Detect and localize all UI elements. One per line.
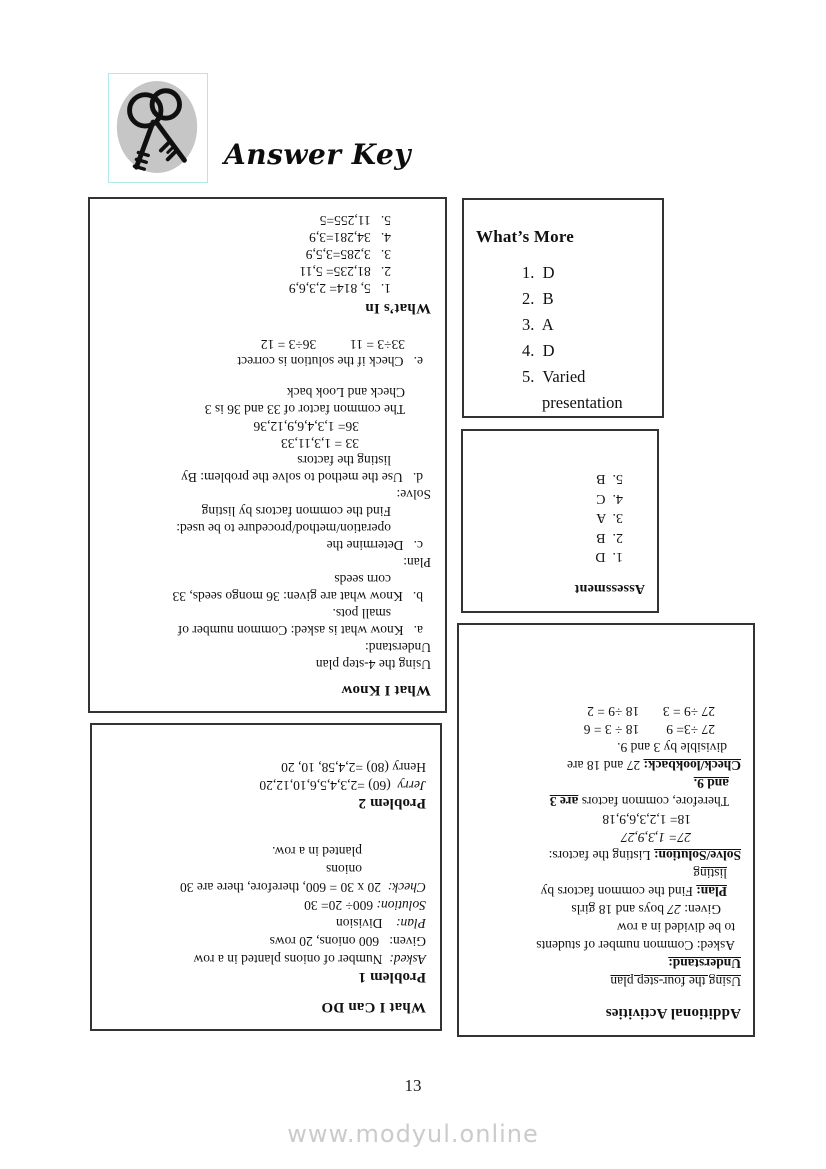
text-segment: Assessment — [574, 581, 645, 596]
text-line — [471, 738, 741, 756]
text-segment: planted in a row. — [272, 844, 362, 859]
text-line — [471, 720, 741, 738]
text-segment: Plan: — [403, 555, 431, 570]
text-segment: a. Know what is asked: Common number of — [177, 623, 423, 638]
text-line — [106, 842, 426, 860]
text-segment: corn seeds — [334, 572, 391, 587]
text-segment: 2. 81,235= 5,11 — [299, 264, 391, 279]
text-segment: What’s More — [476, 227, 575, 246]
text-segment: 4. 34,281=3,9 — [309, 230, 391, 245]
text-line — [475, 579, 645, 599]
text-segment: 5. B — [596, 471, 623, 487]
text-line — [104, 452, 431, 469]
text-line — [471, 972, 741, 990]
text-line — [104, 571, 431, 588]
text-segment: 3. 3,285=3,5,9 — [305, 247, 391, 262]
text-line — [476, 286, 650, 312]
text-segment: Check and Look back — [286, 385, 405, 400]
text-segment: Therefore, common factors — [578, 794, 729, 809]
text-segment: What I Know — [341, 682, 431, 698]
text-line — [471, 918, 741, 936]
text-line — [106, 968, 426, 986]
text-line — [104, 681, 431, 698]
text-line — [106, 932, 426, 950]
text-segment: boys and 18 girls — [571, 902, 668, 917]
text-segment: Henry (80) =2,4,58, 10, 20 — [281, 760, 426, 775]
additional-activities-content — [459, 625, 753, 1035]
text-segment: and 9. — [693, 776, 729, 791]
text-segment: 33÷3 = 11 36÷3 = 12 — [260, 337, 405, 352]
watermark: www.modyul.online — [287, 1120, 539, 1148]
text-segment: Plan: — [696, 884, 727, 899]
text-segment: 1. D — [595, 549, 623, 565]
text-segment: Using the four-step plan — [610, 974, 741, 989]
text-segment: small pots. — [332, 606, 391, 621]
text-line — [104, 486, 431, 503]
text-line — [106, 794, 426, 812]
text-line — [476, 224, 650, 250]
text-line — [471, 864, 741, 882]
text-segment: 5. 11,255=5 — [319, 213, 391, 228]
text-line — [471, 774, 741, 792]
text-line — [104, 469, 431, 486]
text-line — [106, 914, 426, 932]
text-segment: Solution: — [376, 898, 426, 913]
text-segment: Check: — [387, 880, 426, 895]
text-segment: 5. Varied — [522, 367, 586, 386]
text-line — [104, 554, 431, 571]
text-segment: b. Know what are given: 36 mongo seeds, 33 — [172, 589, 423, 604]
whats-more-box — [462, 198, 664, 418]
text-line — [471, 756, 741, 774]
text-segment: Solve: — [396, 487, 431, 502]
keys-icon-graphic — [109, 74, 205, 180]
text-line — [471, 936, 741, 954]
what-i-can-do-content — [92, 725, 440, 1029]
text-line — [104, 656, 431, 673]
text-segment: 1. 5, 814= 2,3,6,9 — [288, 281, 391, 296]
text-segment: 18= 1,2,3,6,9,18 — [602, 812, 691, 827]
text-segment: 2. B — [596, 530, 623, 545]
text-line — [471, 954, 741, 972]
text-segment: 4. D — [522, 341, 555, 360]
text-line — [476, 260, 650, 286]
text-line — [475, 547, 645, 567]
text-line — [476, 338, 650, 364]
text-line — [475, 469, 645, 489]
text-line — [104, 639, 431, 656]
text-segment: 27 ÷9 = 3 18 ÷9 = 2 — [587, 704, 715, 719]
whats-more-content — [464, 200, 662, 416]
text-line — [471, 882, 741, 900]
text-segment: Understand: — [668, 956, 741, 971]
text-segment: Division — [335, 916, 396, 931]
text-line — [471, 1004, 741, 1022]
page-number: 13 — [404, 1076, 422, 1095]
text-line — [104, 537, 431, 554]
what-i-know-box — [88, 197, 447, 713]
text-line — [476, 312, 650, 338]
text-line — [104, 353, 431, 370]
assessment-box — [461, 429, 659, 613]
text-segment: Using the 4-step plan — [315, 657, 431, 672]
text-line — [104, 588, 431, 605]
keys-icon — [108, 73, 208, 183]
text-segment: Find the common factors by — [540, 884, 697, 899]
text-line — [106, 758, 426, 776]
text-segment: 3. A — [522, 315, 554, 334]
text-line — [471, 792, 741, 810]
text-line — [476, 390, 650, 416]
text-line — [475, 489, 645, 509]
what-i-know-content — [90, 199, 445, 711]
text-line — [104, 520, 431, 537]
text-segment: The common factor of 33 and 36 is 3 — [204, 402, 405, 417]
text-segment: Problem 2 — [358, 795, 426, 811]
text-segment: c. Determine the — [326, 538, 423, 553]
text-segment: 1. D — [522, 263, 555, 282]
text-segment: presentation — [542, 393, 623, 412]
text-segment: 2. B — [522, 289, 554, 308]
text-line — [475, 528, 645, 548]
text-line — [106, 878, 426, 896]
text-segment: 3. A — [596, 510, 623, 526]
text-line — [471, 900, 741, 918]
text-line — [106, 776, 426, 794]
assessment-content — [463, 431, 657, 611]
text-line — [471, 828, 741, 846]
text-segment: What I Can DO — [321, 999, 426, 1015]
text-segment: 27 and 18 are — [567, 758, 644, 773]
text-segment: Additional Activities — [605, 1005, 741, 1021]
text-segment: Asked: — [389, 952, 426, 967]
text-line — [104, 280, 431, 297]
text-segment: Understand: — [365, 640, 431, 655]
text-segment: Solve/Solution: — [653, 848, 741, 863]
text-line — [104, 336, 431, 353]
text-segment: 4. C — [596, 491, 623, 506]
text-line — [104, 299, 431, 316]
what-i-can-do-box — [90, 723, 442, 1031]
text-segment: e. Check if the solution is correct — [237, 354, 423, 369]
text-segment: Plan: — [396, 916, 426, 931]
text-segment: Problem 1 — [358, 969, 426, 985]
text-line — [104, 503, 431, 520]
text-segment: 27 ÷3= 9 18 ÷ 3 = 6 — [583, 722, 715, 737]
page-title: Answer Key — [224, 138, 412, 171]
text-segment: listing the factors — [297, 453, 391, 468]
text-segment: 27 — [667, 902, 681, 917]
text-segment: Find the common factors by listing — [201, 504, 391, 519]
text-line — [471, 810, 741, 828]
text-line — [106, 896, 426, 914]
text-segment: are 3 — [549, 794, 579, 809]
text-segment: (60) =2,3,4,5,6,10,12,20 — [259, 778, 398, 793]
text-line — [104, 246, 431, 263]
text-segment: Given: 600 onions, 20 rows — [269, 934, 426, 949]
text-segment: 27= 1,3,9,27 — [621, 830, 691, 845]
text-segment: What’s In — [365, 300, 431, 316]
text-segment: 20 x 30 = 600, therefore, there are 30 — [179, 880, 388, 895]
text-segment: 600÷ 20= 30 — [304, 898, 377, 913]
text-line — [106, 998, 426, 1016]
text-segment: 33 = 1,3,11,33 — [281, 436, 359, 451]
text-segment: Number of onions planted in a row — [193, 952, 390, 967]
text-line — [475, 508, 645, 528]
text-line — [471, 702, 741, 720]
text-line — [104, 435, 431, 452]
text-segment: Jerry — [397, 778, 426, 793]
text-segment: d. Use the method to solve the problem: By — [181, 470, 423, 485]
text-segment: to be divided in a row — [616, 920, 735, 935]
text-segment: Given: — [680, 902, 721, 917]
text-line — [104, 401, 431, 418]
text-segment: operation/method/procedure to be used: — [176, 521, 391, 536]
text-segment: divisible by 3 and 9. — [617, 740, 727, 755]
text-line — [104, 605, 431, 622]
additional-activities-box — [457, 623, 755, 1037]
text-line — [104, 418, 431, 435]
text-segment: onions — [325, 862, 362, 877]
text-segment: Listing the factors: — [548, 848, 654, 863]
text-segment: 36= 1,3,4,6,9,12,36 — [253, 419, 359, 434]
text-segment: listing — [693, 866, 727, 881]
text-line — [106, 860, 426, 878]
text-line — [471, 846, 741, 864]
text-segment: Check/lookback: — [643, 758, 741, 773]
text-segment: Asked: Common number of students — [536, 938, 735, 953]
text-line — [476, 364, 650, 390]
text-line — [104, 229, 431, 246]
text-line — [104, 622, 431, 639]
text-line — [104, 263, 431, 280]
text-line — [106, 950, 426, 968]
text-line — [104, 212, 431, 229]
text-line — [104, 384, 431, 401]
